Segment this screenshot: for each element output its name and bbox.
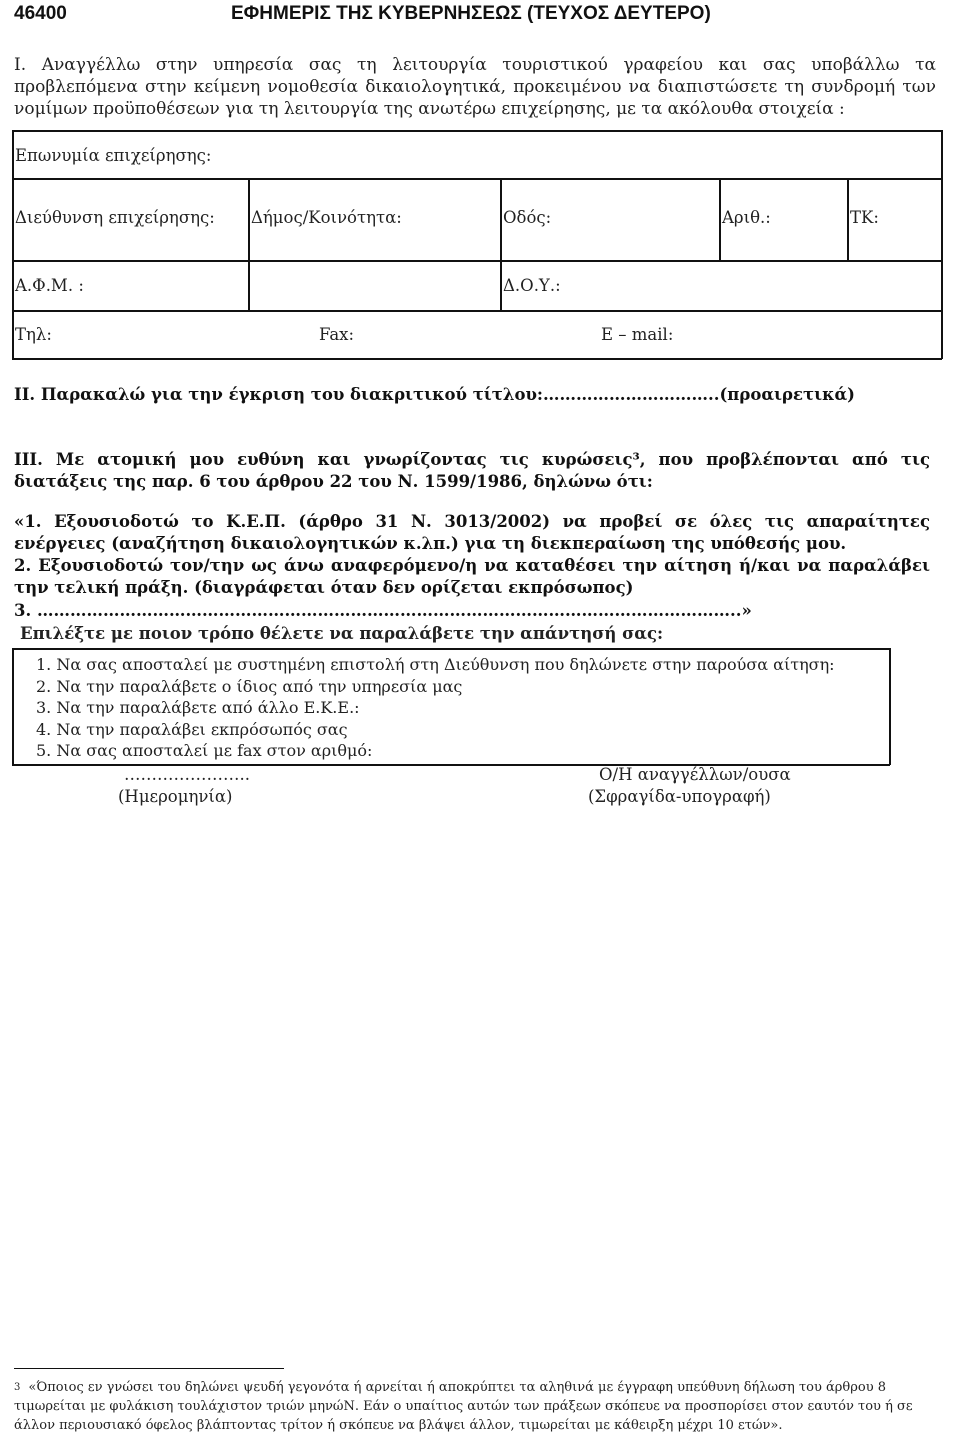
delivery-heading: Επιλέξτε με ποιον τρόπο θέλετε να παραλάβετε την απάντησή σας: <box>20 624 664 643</box>
footnote-rule <box>14 1368 284 1369</box>
delivery-option-representative: 4. Να την παραλάβει εκπρόσωπός σας <box>36 720 348 739</box>
authorization-item-1: «1. Εξουσιοδοτώ το Κ.Ε.Π. (άρθρο 31 Ν. 3013/2002) να προβεί σε όλες τις απαραίτητες ενέργειες (αναζήτηση δικαιολογητικών κ.λπ.) για τη διεκπεραίωση της υπόθεσής μου. <box>14 512 930 553</box>
footnote-marker: 3 <box>14 1382 21 1393</box>
section-1-text: I. Αναγγέλλω στην υπηρεσία σας τη λειτουργία τουριστικού γραφείου και σας υποβάλλω τα προβλεπόμενα στην κείμενη νομοθεσία δικαιολογητικά, προκειμένου να διαπιστώσετε τη συνδρομή των νομίμων προϋποθέσεων για τη λειτουργία της ανωτέρω επιχείρησης, με τα ακόλουθα στοιχεία : <box>14 55 936 119</box>
business-name-label: Επωνυμία επιχείρησης: <box>15 146 212 165</box>
footnote <box>14 1378 934 1435</box>
delivery-option-fax: 5. Να σας αποσταλεί με fax στον αριθμό: <box>36 741 373 760</box>
business-address-label: Διεύθυνση επιχείρησης: <box>15 208 215 227</box>
municipality-label: Δήμος/Κοινότητα: <box>251 208 402 227</box>
date-dots: ………………….. <box>124 765 250 784</box>
delivery-option-in-person: 2. Να την παραλάβετε ο ίδιος από την υπηρεσία μας <box>36 677 463 696</box>
tax-office-label: Δ.Ο.Υ.: <box>503 276 561 295</box>
street-label: Οδός: <box>503 208 552 227</box>
delivery-option-registered-mail: 1. Να σας αποσταλεί με συστημένη επιστολή στη Διεύθυνση που δηλώνετε στην παρούσα αίτηση: <box>36 655 835 674</box>
delivery-option-other-kep: 3. Να την παραλάβετε από άλλο Ε.Κ.Ε.: <box>36 698 360 717</box>
page-number: 46400 <box>14 3 67 24</box>
date-label: (Ημερομηνία) <box>118 787 233 806</box>
authorization-item-2: 2. Εξουσιοδοτώ τον/την ως άνω αναφερόμενο/η να καταθέσει την αίτηση ή/και να παραλάβει την τελική πράξη. (διαγράφεται όταν δεν ορίζεται εκπρόσωπος) <box>14 556 930 597</box>
email-label: E – mail: <box>601 325 674 344</box>
footnote-text: «Όποιος εν γνώσει του δηλώνει ψευδή γεγονότα ή αρνείται ή αποκρύπτει τα αληθινά με έγγραφη υπεύθυνη δήλωση του άρθρου 8 τιμωρείται με φυλάκιση τουλάχιστον τριών μηνώΝ. Εάν ο υπαίτιος αυτών των πράξεων σκόπευε να προσπορίσει στον εαυτόν του ή σε άλλον περιουσιακό όφελος βλάπτοντας τρίτον ή σκόπευε να βλάψει άλλον, τιμωρείται με κάθειρξη μέχρι 10 ετών». <box>14 1380 913 1433</box>
fax-label: Fax: <box>319 325 355 344</box>
section-2-text: II. Παρακαλώ για την έγκριση του διακριτικού τίτλου:…………………………..(προαιρετικά) <box>14 385 855 404</box>
tax-id-label: Α.Φ.Μ. : <box>15 276 84 295</box>
declarant-label: Ο/Η αναγγέλλων/ουσα <box>599 765 791 784</box>
gazette-title: ΕΦΗΜΕΡΙΣ ΤΗΣ ΚΥΒΕΡΝΗΣΕΩΣ (ΤΕΥΧΟΣ ΔΕΥΤΕΡΟ) <box>231 3 711 24</box>
phone-label: Τηλ: <box>15 325 52 344</box>
section-3-intro: III. Με ατομική μου ευθύνη και γνωρίζοντας τις κυρώσεις³, που προβλέπονται από τις διατάξεις της παρ. 6 του άρθρου 22 του Ν. 1599/1986, δηλώνω ότι: <box>14 450 930 491</box>
authorization-item-3: 3. ………………………………………………………………………………………………………………..» <box>14 601 752 620</box>
stamp-signature-label: (Σφραγίδα-υπογραφή) <box>588 787 771 806</box>
postal-code-label: ΤΚ: <box>850 208 879 227</box>
number-label: Αριθ.: <box>722 208 771 227</box>
